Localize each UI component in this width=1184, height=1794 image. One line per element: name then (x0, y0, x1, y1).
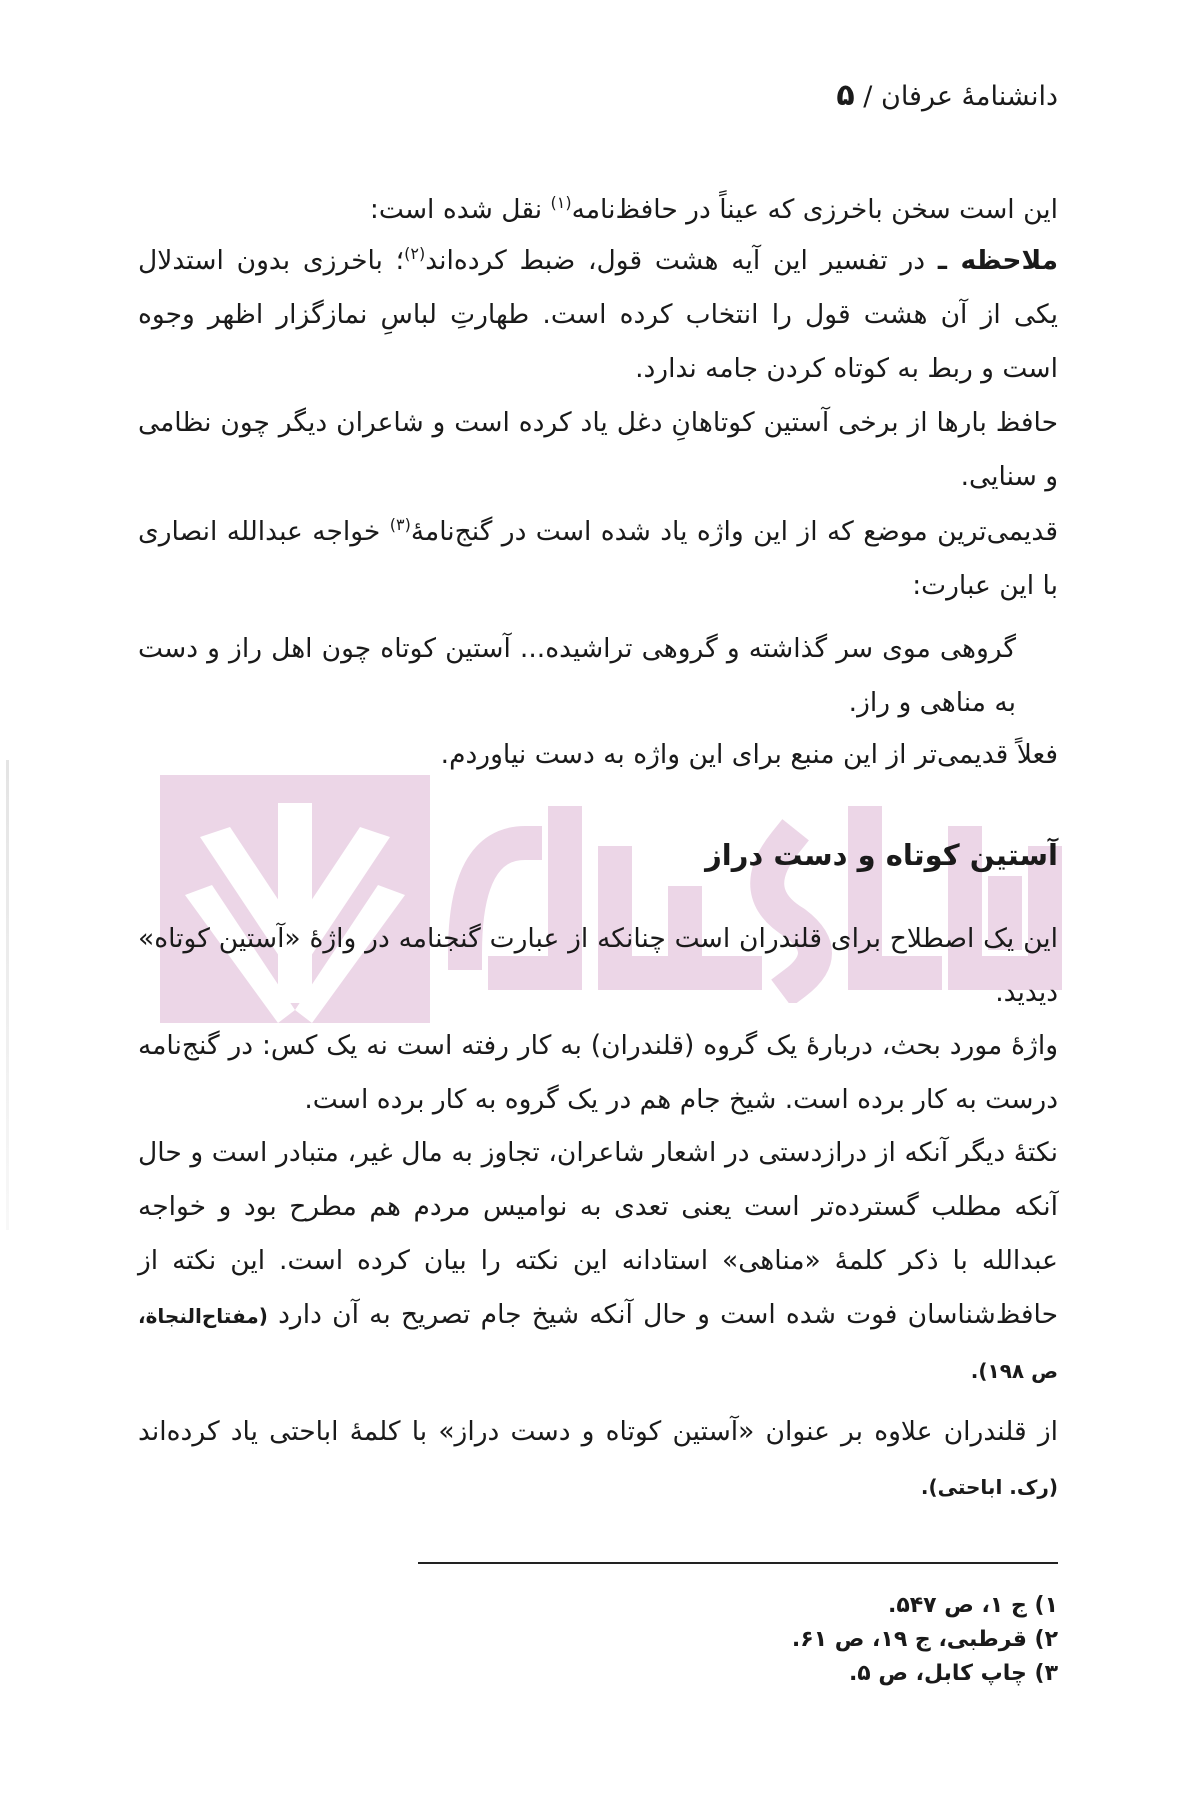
paragraph-9-text: از قلندران علاوه بر عنوان «آستین کوتاه و دست دراز» با کلمهٔ اباحتی یاد کرده‌اند (138, 1416, 1058, 1447)
citation-meftah: (مفتاح‌النجاة، ص ۱۹۸). (138, 1304, 1058, 1383)
footnote-1: ۱) ج ۱، ص ۵۴۷. (887, 1593, 1058, 1618)
paragraph-2 (138, 234, 1058, 396)
footnote-ref-3[interactable]: (۳) (389, 515, 411, 535)
book-title: دانشنامهٔ عرفان (881, 81, 1058, 112)
paragraph-7: واژهٔ مورد بحث، دربارهٔ یک گروه (قلندران) به کار رفته است نه یک کس: در گنج‌نامه درست به کار برده است. شیخ جام هم در یک گروه به کار برده است. (138, 1030, 1058, 1115)
header-separator: / (863, 81, 873, 112)
paragraph-2-text-b: ؛ باخرزی بدون استدلال یکی از آن هشت قول را انتخاب کرده است. طهارتِ لباسِ نمازگزار اظهر وجوه است و ربط به کوتاه کردن جامه ندارد. (138, 245, 1058, 384)
paragraph-4-text-a: قدیمی‌ترین موضع که از این واژه یاد شده است در گنج‌نامهٔ (410, 516, 1059, 547)
footnote-2: ۲) قرطبی، ج ۱۹، ص ۶۱. (791, 1627, 1058, 1652)
paragraph-6: این یک اصطلاح برای قلندران است چنانکه از عبارت گنجنامه در واژهٔ «آستین کوتاه» دیدید. (138, 923, 1058, 1008)
page-number: ۵ (836, 78, 855, 113)
paragraph-4-text-b: خواجه عبدالله انصاری با این عبارت: (138, 516, 1058, 601)
binding-shadow (6, 760, 9, 1230)
paragraph-9 (138, 1405, 1058, 1514)
footnote-3: ۳) چاپ کابل، ص ۵. (848, 1661, 1058, 1686)
running-header (836, 78, 1058, 113)
note-label: ملاحظه ـ (937, 245, 1058, 276)
paragraph-3: حافظ بارها از برخی آستین کوتاهانِ دغل یاد کرده است و شاعران دیگر چون نظامی و سنایی. (138, 407, 1058, 492)
paragraph-5: فعلاً قدیمی‌تر از این منبع برای این واژه به دست نیاوردم. (440, 739, 1058, 770)
footnote-ref-1[interactable]: (۱) (550, 193, 572, 213)
paragraph-1 (138, 183, 1058, 237)
paragraph-1-end: نقل شده است: (369, 194, 551, 225)
paragraph-8 (138, 1126, 1058, 1398)
section-heading: آستین کوتاه و دست دراز (705, 838, 1058, 872)
paragraph-4 (138, 505, 1058, 613)
footnote-divider (418, 1562, 1058, 1564)
footnote-ref-2[interactable]: (۲) (404, 244, 426, 264)
quotation: گروهی موی سر گذاشته و گروهی تراشیده... آستین کوتاه چون اهل راز و دست به مناهی و راز. (138, 633, 1016, 718)
paragraph-2-text-a: در تفسیر این آیه هشت قول، ضبط کرده‌اند (425, 245, 938, 276)
page-content (138, 0, 1058, 1794)
paragraph-8-text: نکتهٔ دیگر آنکه از درازدستی در اشعار شاعران، تجاوز به مال غیر، متبادر است و حال آنکه مطلب گسترده‌تر است یعنی تعدی به نوامیس مردم هم مطرح بود و خواجه عبدالله با ذکر کلمهٔ «مناهی» استادانه این نکته را بیان کرده است. این نکته از حافظ‌شناسان فوت شده است و حال آنکه شیخ جام تصریح به آن دارد (138, 1137, 1058, 1330)
citation-ebahati: (رک. اباحتی). (920, 1475, 1058, 1499)
paragraph-1-text: این است سخن باخرزی که عیناً در حافظ‌نامه (571, 194, 1058, 225)
